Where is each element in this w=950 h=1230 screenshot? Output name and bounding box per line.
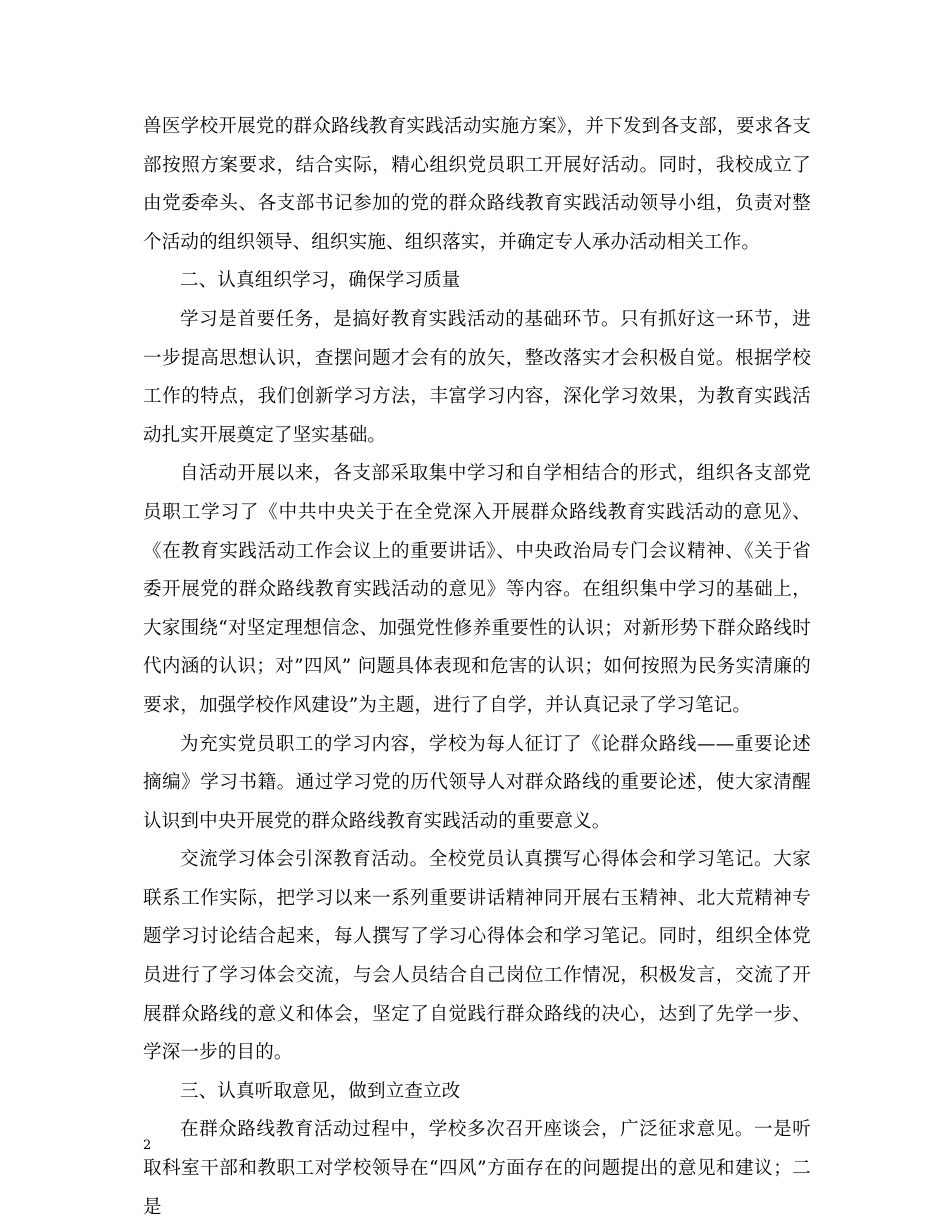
paragraph-continuation: 兽医学校开展党的群众路线教育实践活动实施方案》，并下发到各支部，要求各支部按照方案要求，结合实际，精心组织党员职工开展好活动。同时，我校成立了由党委牵头、各支部书记参加的党的群众路线教育实践活动领导小组，负责对整个活动的组织领导、组织实施、组织落实，并确定专人承办活动相关工作。 — [143, 116, 811, 253]
paragraph-study-importance: 学习是首要任务，是搞好教育实践活动的基础环节。只有抓好这一环节，进一步提高思想认识，查摆问题才会有的放矢，整改落实才会积极自觉。根据学校工作的特点，我们创新学习方法，丰富学习内容，深化学习效果，为教育实践活动扎实开展奠定了坚实基础。 — [143, 308, 811, 446]
paragraph-study-content: 自活动开展以来，各支部采取集中学习和自学相结合的形式，组织各支部党员职工学习了《中共中央关于在全党深入开展群众路线教育实践活动的意见》、《在教育实践活动工作会议上的重要讲话》、中央政治局专门会议精神、《关于省委开展党的群众路线教育实践活动的意见》等内容。在组织集中学习的基础上，大家围绕“对坚定理想信念、加强党性修养重要性的认识；对新形势下群众路线时代内涵的认识；对”四风” 问题具体表现和危害的认识；如何按照为民务实清廉的要求，加强学校作风建设”为主题，进行了自学，并认真记录了学习笔记。 — [143, 463, 811, 716]
document-body — [143, 108, 811, 1227]
section-heading-2: 二、认真组织学习，确保学习质量 — [180, 270, 461, 292]
paragraph-opinions: 在群众路线教育活动过程中，学校多次召开座谈会，广泛征求意见。一是听取科室干部和教职工对学校领导在“四风”方面存在的问题提出的意见和建议；二是 — [143, 1119, 811, 1218]
page-number: 2 — [143, 1138, 152, 1153]
paragraph-exchange: 交流学习体会引深教育活动。全校党员认真撰写心得体会和学习笔记。大家联系工作实际，把学习以来一系列重要讲话精神同开展右玉精神、北大荒精神专题学习讨论结合起来，每人撰写了学习心得体会和学习笔记。同时，组织全体党员进行了学习体会交流，与会人员结合自己岗位工作情况，积极发言，交流了开展群众路线的意义和体会，坚定了自觉践行群众路线的决心，达到了先学一步、学深一步的目的。 — [143, 849, 811, 1064]
paragraph-study-books: 为充实党员职工的学习内容，学校为每人征订了《论群众路线——重要论述摘编》学习书籍。通过学习党的历代领导人对群众路线的重要论述，使大家清醒认识到中央开展党的群众路线教育实践活动的重要意义。 — [143, 733, 811, 832]
section-heading-3: 三、认真听取意见，做到立查立改 — [180, 1080, 461, 1102]
